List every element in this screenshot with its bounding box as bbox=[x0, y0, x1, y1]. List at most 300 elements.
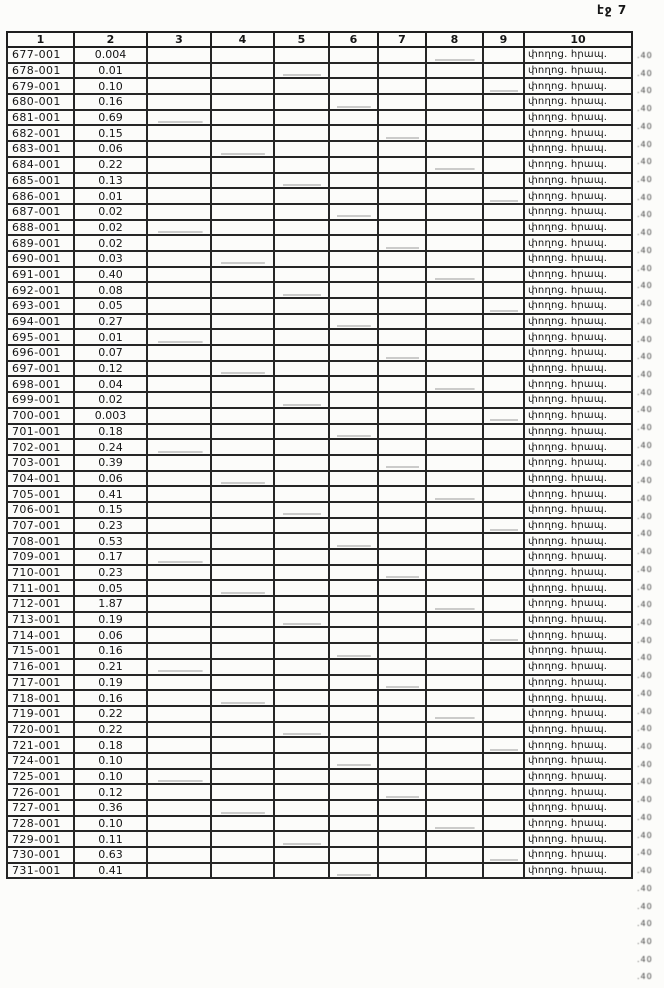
empty-cell bbox=[426, 439, 483, 455]
empty-cell bbox=[147, 47, 211, 63]
empty-cell bbox=[329, 63, 378, 79]
empty-cell bbox=[378, 376, 426, 392]
empty-cell bbox=[274, 361, 329, 377]
table-row bbox=[7, 78, 632, 94]
category-cell: փողոց. հրապ. bbox=[524, 518, 632, 534]
empty-cell bbox=[378, 63, 426, 79]
parcel-id-cell: 699-001 bbox=[7, 392, 74, 408]
empty-cell bbox=[211, 863, 274, 879]
area-value-cell: 0.07 bbox=[74, 345, 147, 361]
category-cell: փողոց. հրապ. bbox=[524, 643, 632, 659]
empty-cell bbox=[147, 847, 211, 863]
empty-cell bbox=[147, 518, 211, 534]
area-value-cell: 0.15 bbox=[74, 125, 147, 141]
parcel-id-cell: 702-001 bbox=[7, 439, 74, 455]
empty-cell bbox=[329, 329, 378, 345]
empty-cell bbox=[426, 612, 483, 628]
empty-cell bbox=[211, 235, 274, 251]
empty-cell bbox=[483, 298, 524, 314]
empty-cell bbox=[274, 392, 329, 408]
empty-cell bbox=[483, 800, 524, 816]
empty-cell bbox=[329, 816, 378, 832]
margin-mark: .40 bbox=[637, 104, 653, 114]
empty-cell bbox=[378, 831, 426, 847]
category-cell: փողոց. հրապ. bbox=[524, 376, 632, 392]
empty-cell bbox=[274, 78, 329, 94]
margin-mark: .40 bbox=[637, 972, 653, 982]
empty-cell bbox=[274, 784, 329, 800]
category-cell: փողոց. հրապ. bbox=[524, 471, 632, 487]
empty-cell bbox=[147, 816, 211, 832]
empty-cell bbox=[378, 659, 426, 675]
empty-cell bbox=[147, 800, 211, 816]
empty-cell bbox=[329, 408, 378, 424]
table-row bbox=[7, 235, 632, 251]
table-row bbox=[7, 737, 632, 753]
empty-cell bbox=[329, 627, 378, 643]
parcel-id-cell: 725-001 bbox=[7, 769, 74, 785]
empty-cell bbox=[426, 329, 483, 345]
margin-mark: .40 bbox=[637, 157, 653, 167]
column-header-3: 3 bbox=[147, 32, 211, 47]
area-value-cell: 0.53 bbox=[74, 533, 147, 549]
empty-cell bbox=[378, 737, 426, 753]
empty-cell bbox=[378, 502, 426, 518]
empty-cell bbox=[147, 188, 211, 204]
parcel-id-cell: 697-001 bbox=[7, 361, 74, 377]
empty-cell bbox=[274, 659, 329, 675]
empty-cell bbox=[147, 706, 211, 722]
empty-cell bbox=[426, 455, 483, 471]
empty-cell bbox=[329, 188, 378, 204]
empty-cell bbox=[426, 392, 483, 408]
category-cell: փողոց. հրապ. bbox=[524, 424, 632, 440]
empty-cell bbox=[147, 235, 211, 251]
category-cell: փողոց. հրապ. bbox=[524, 314, 632, 330]
empty-cell bbox=[426, 831, 483, 847]
empty-cell bbox=[426, 47, 483, 63]
empty-cell bbox=[147, 267, 211, 283]
empty-cell bbox=[274, 220, 329, 236]
parcel-id-cell: 701-001 bbox=[7, 424, 74, 440]
empty-cell bbox=[211, 298, 274, 314]
empty-cell bbox=[147, 722, 211, 738]
empty-cell bbox=[426, 361, 483, 377]
empty-cell bbox=[211, 580, 274, 596]
empty-cell bbox=[211, 486, 274, 502]
empty-cell bbox=[147, 831, 211, 847]
parcel-id-cell: 680-001 bbox=[7, 94, 74, 110]
table-row bbox=[7, 392, 632, 408]
empty-cell bbox=[329, 47, 378, 63]
category-cell: փողոց. հրապ. bbox=[524, 329, 632, 345]
empty-cell bbox=[329, 690, 378, 706]
empty-cell bbox=[378, 847, 426, 863]
empty-cell bbox=[483, 267, 524, 283]
margin-mark: .40 bbox=[637, 635, 653, 645]
parcel-id-cell: 688-001 bbox=[7, 220, 74, 236]
empty-cell bbox=[378, 863, 426, 879]
area-value-cell: 0.06 bbox=[74, 471, 147, 487]
empty-cell bbox=[329, 376, 378, 392]
empty-cell bbox=[211, 706, 274, 722]
empty-cell bbox=[147, 298, 211, 314]
area-value-cell: 0.02 bbox=[74, 235, 147, 251]
table-row bbox=[7, 847, 632, 863]
empty-cell bbox=[483, 47, 524, 63]
empty-cell bbox=[378, 612, 426, 628]
empty-cell bbox=[147, 612, 211, 628]
empty-cell bbox=[378, 722, 426, 738]
table-row bbox=[7, 267, 632, 283]
margin-mark: .40 bbox=[637, 68, 653, 78]
area-value-cell: 0.003 bbox=[74, 408, 147, 424]
empty-cell bbox=[147, 78, 211, 94]
area-value-cell: 0.13 bbox=[74, 173, 147, 189]
empty-cell bbox=[274, 94, 329, 110]
empty-cell bbox=[483, 345, 524, 361]
empty-cell bbox=[329, 580, 378, 596]
empty-cell bbox=[147, 329, 211, 345]
area-value-cell: 0.24 bbox=[74, 439, 147, 455]
empty-cell bbox=[274, 267, 329, 283]
empty-cell bbox=[329, 706, 378, 722]
empty-cell bbox=[378, 549, 426, 565]
empty-cell bbox=[483, 612, 524, 628]
empty-cell bbox=[378, 533, 426, 549]
column-header-2: 2 bbox=[74, 32, 147, 47]
margin-mark: .40 bbox=[637, 245, 653, 255]
empty-cell bbox=[211, 220, 274, 236]
table-row bbox=[7, 298, 632, 314]
margin-mark: .40 bbox=[637, 192, 653, 202]
empty-cell bbox=[483, 549, 524, 565]
empty-cell bbox=[378, 769, 426, 785]
parcel-id-cell: 711-001 bbox=[7, 580, 74, 596]
empty-cell bbox=[211, 675, 274, 691]
empty-cell bbox=[329, 157, 378, 173]
parcel-id-cell: 712-001 bbox=[7, 596, 74, 612]
empty-cell bbox=[274, 486, 329, 502]
margin-mark: .40 bbox=[637, 600, 653, 610]
table-row bbox=[7, 282, 632, 298]
empty-cell bbox=[426, 486, 483, 502]
empty-cell bbox=[426, 533, 483, 549]
empty-cell bbox=[483, 94, 524, 110]
category-cell: փողոց. հրապ. bbox=[524, 173, 632, 189]
parcel-id-cell: 709-001 bbox=[7, 549, 74, 565]
empty-cell bbox=[378, 486, 426, 502]
empty-cell bbox=[211, 282, 274, 298]
parcel-id-cell: 728-001 bbox=[7, 816, 74, 832]
parcel-id-cell: 683-001 bbox=[7, 141, 74, 157]
table-header-row bbox=[7, 32, 632, 47]
empty-cell bbox=[211, 627, 274, 643]
empty-cell bbox=[426, 643, 483, 659]
empty-cell bbox=[378, 329, 426, 345]
margin-mark: .40 bbox=[637, 883, 653, 893]
empty-cell bbox=[426, 408, 483, 424]
table-row bbox=[7, 486, 632, 502]
parcel-id-cell: 677-001 bbox=[7, 47, 74, 63]
margin-mark: .40 bbox=[637, 866, 653, 876]
margin-mark: .40 bbox=[637, 564, 653, 574]
table-row bbox=[7, 376, 632, 392]
category-cell: փողոց. հրապ. bbox=[524, 612, 632, 628]
empty-cell bbox=[329, 659, 378, 675]
area-value-cell: 0.69 bbox=[74, 110, 147, 126]
empty-cell bbox=[426, 78, 483, 94]
empty-cell bbox=[426, 63, 483, 79]
category-cell: փողոց. հրապ. bbox=[524, 125, 632, 141]
empty-cell bbox=[147, 455, 211, 471]
empty-cell bbox=[147, 314, 211, 330]
empty-cell bbox=[426, 345, 483, 361]
land-parcel-table bbox=[6, 31, 633, 879]
empty-cell bbox=[483, 737, 524, 753]
category-cell: փողոց. հրապ. bbox=[524, 282, 632, 298]
category-cell: փողոց. հրապ. bbox=[524, 769, 632, 785]
empty-cell bbox=[147, 424, 211, 440]
area-value-cell: 0.19 bbox=[74, 612, 147, 628]
parcel-id-cell: 685-001 bbox=[7, 173, 74, 189]
empty-cell bbox=[426, 235, 483, 251]
parcel-id-cell: 707-001 bbox=[7, 518, 74, 534]
empty-cell bbox=[378, 282, 426, 298]
empty-cell bbox=[147, 439, 211, 455]
empty-cell bbox=[483, 675, 524, 691]
empty-cell bbox=[329, 753, 378, 769]
table-row bbox=[7, 816, 632, 832]
empty-cell bbox=[147, 157, 211, 173]
area-value-cell: 0.03 bbox=[74, 251, 147, 267]
empty-cell bbox=[274, 141, 329, 157]
table-row bbox=[7, 627, 632, 643]
empty-cell bbox=[378, 188, 426, 204]
empty-cell bbox=[211, 690, 274, 706]
empty-cell bbox=[483, 533, 524, 549]
parcel-id-cell: 690-001 bbox=[7, 251, 74, 267]
empty-cell bbox=[329, 141, 378, 157]
empty-cell bbox=[274, 157, 329, 173]
empty-cell bbox=[483, 769, 524, 785]
empty-cell bbox=[211, 408, 274, 424]
margin-mark: .40 bbox=[637, 529, 653, 539]
area-value-cell: 0.10 bbox=[74, 78, 147, 94]
empty-cell bbox=[274, 424, 329, 440]
empty-cell bbox=[483, 424, 524, 440]
table-row bbox=[7, 63, 632, 79]
margin-mark: .40 bbox=[637, 830, 653, 840]
empty-cell bbox=[426, 471, 483, 487]
empty-cell bbox=[378, 110, 426, 126]
empty-cell bbox=[483, 596, 524, 612]
empty-cell bbox=[274, 110, 329, 126]
empty-cell bbox=[211, 816, 274, 832]
parcel-id-cell: 729-001 bbox=[7, 831, 74, 847]
table-row bbox=[7, 345, 632, 361]
empty-cell bbox=[329, 173, 378, 189]
margin-mark: .40 bbox=[637, 316, 653, 326]
table-row bbox=[7, 110, 632, 126]
table-row bbox=[7, 502, 632, 518]
empty-cell bbox=[329, 361, 378, 377]
empty-cell bbox=[147, 753, 211, 769]
table-row bbox=[7, 769, 632, 785]
table-row bbox=[7, 706, 632, 722]
table-row bbox=[7, 518, 632, 534]
empty-cell bbox=[147, 345, 211, 361]
margin-mark: .40 bbox=[637, 175, 653, 185]
column-header-10: 10 bbox=[524, 32, 632, 47]
empty-cell bbox=[147, 361, 211, 377]
empty-cell bbox=[329, 78, 378, 94]
empty-cell bbox=[329, 518, 378, 534]
empty-cell bbox=[426, 282, 483, 298]
category-cell: փողոց. հրապ. bbox=[524, 847, 632, 863]
margin-mark: .40 bbox=[637, 334, 653, 344]
empty-cell bbox=[378, 47, 426, 63]
empty-cell bbox=[211, 94, 274, 110]
category-cell: փողոց. հրապ. bbox=[524, 78, 632, 94]
category-cell: փողոց. հրապ. bbox=[524, 502, 632, 518]
margin-mark: .40 bbox=[637, 954, 653, 964]
empty-cell bbox=[378, 220, 426, 236]
empty-cell bbox=[329, 549, 378, 565]
area-value-cell: 0.22 bbox=[74, 706, 147, 722]
empty-cell bbox=[378, 471, 426, 487]
column-header-9: 9 bbox=[483, 32, 524, 47]
empty-cell bbox=[147, 251, 211, 267]
empty-cell bbox=[211, 439, 274, 455]
empty-cell bbox=[274, 329, 329, 345]
empty-cell bbox=[211, 267, 274, 283]
category-cell: փողոց. հրապ. bbox=[524, 63, 632, 79]
empty-cell bbox=[483, 376, 524, 392]
empty-cell bbox=[211, 565, 274, 581]
empty-cell bbox=[211, 110, 274, 126]
area-value-cell: 0.10 bbox=[74, 769, 147, 785]
empty-cell bbox=[329, 439, 378, 455]
area-value-cell: 0.23 bbox=[74, 565, 147, 581]
empty-cell bbox=[483, 188, 524, 204]
parcel-id-cell: 700-001 bbox=[7, 408, 74, 424]
margin-mark: .40 bbox=[637, 848, 653, 858]
column-header-5: 5 bbox=[274, 32, 329, 47]
empty-cell bbox=[483, 204, 524, 220]
empty-cell bbox=[211, 612, 274, 628]
parcel-id-cell: 689-001 bbox=[7, 235, 74, 251]
parcel-id-cell: 698-001 bbox=[7, 376, 74, 392]
category-cell: փողոց. հրապ. bbox=[524, 141, 632, 157]
margin-mark: .40 bbox=[637, 369, 653, 379]
empty-cell bbox=[426, 769, 483, 785]
empty-cell bbox=[211, 251, 274, 267]
area-value-cell: 0.39 bbox=[74, 455, 147, 471]
empty-cell bbox=[147, 675, 211, 691]
empty-cell bbox=[483, 486, 524, 502]
area-value-cell: 0.22 bbox=[74, 157, 147, 173]
empty-cell bbox=[211, 847, 274, 863]
empty-cell bbox=[147, 643, 211, 659]
margin-mark: .40 bbox=[637, 493, 653, 503]
empty-cell bbox=[483, 251, 524, 267]
empty-cell bbox=[426, 502, 483, 518]
empty-cell bbox=[329, 800, 378, 816]
empty-cell bbox=[211, 549, 274, 565]
empty-cell bbox=[483, 392, 524, 408]
table-row bbox=[7, 157, 632, 173]
empty-cell bbox=[147, 596, 211, 612]
empty-cell bbox=[147, 204, 211, 220]
empty-cell bbox=[274, 737, 329, 753]
parcel-id-cell: 726-001 bbox=[7, 784, 74, 800]
margin-mark: .40 bbox=[637, 476, 653, 486]
empty-cell bbox=[274, 188, 329, 204]
category-cell: փողոց. հրապ. bbox=[524, 596, 632, 612]
empty-cell bbox=[329, 847, 378, 863]
empty-cell bbox=[147, 627, 211, 643]
empty-cell bbox=[274, 376, 329, 392]
empty-cell bbox=[329, 502, 378, 518]
category-cell: փողոց. հրապ. bbox=[524, 722, 632, 738]
empty-cell bbox=[426, 847, 483, 863]
category-cell: փողոց. հրապ. bbox=[524, 455, 632, 471]
table-row bbox=[7, 533, 632, 549]
empty-cell bbox=[329, 125, 378, 141]
empty-cell bbox=[274, 675, 329, 691]
empty-cell bbox=[211, 204, 274, 220]
table-row bbox=[7, 659, 632, 675]
empty-cell bbox=[426, 314, 483, 330]
empty-cell bbox=[378, 565, 426, 581]
empty-cell bbox=[329, 863, 378, 879]
empty-cell bbox=[483, 439, 524, 455]
area-value-cell: 0.41 bbox=[74, 486, 147, 502]
parcel-id-cell: 692-001 bbox=[7, 282, 74, 298]
area-value-cell: 1.87 bbox=[74, 596, 147, 612]
category-cell: փողոց. հրապ. bbox=[524, 580, 632, 596]
empty-cell bbox=[274, 643, 329, 659]
parcel-id-cell: 703-001 bbox=[7, 455, 74, 471]
empty-cell bbox=[378, 267, 426, 283]
category-cell: փողոց. հրապ. bbox=[524, 863, 632, 879]
table-row bbox=[7, 173, 632, 189]
margin-mark: .40 bbox=[637, 618, 653, 627]
empty-cell bbox=[211, 471, 274, 487]
table-row bbox=[7, 831, 632, 847]
empty-cell bbox=[147, 549, 211, 565]
empty-cell bbox=[211, 424, 274, 440]
empty-cell bbox=[426, 141, 483, 157]
empty-cell bbox=[378, 125, 426, 141]
category-cell: փողոց. հրապ. bbox=[524, 533, 632, 549]
margin-marks-column bbox=[637, 47, 663, 986]
area-value-cell: 0.06 bbox=[74, 141, 147, 157]
category-cell: փողոց. հրապ. bbox=[524, 753, 632, 769]
parcel-id-cell: 713-001 bbox=[7, 612, 74, 628]
empty-cell bbox=[426, 706, 483, 722]
area-value-cell: 0.22 bbox=[74, 722, 147, 738]
area-value-cell: 0.11 bbox=[74, 831, 147, 847]
empty-cell bbox=[147, 125, 211, 141]
table-row bbox=[7, 94, 632, 110]
area-value-cell: 0.41 bbox=[74, 863, 147, 879]
parcel-id-cell: 727-001 bbox=[7, 800, 74, 816]
empty-cell bbox=[147, 94, 211, 110]
empty-cell bbox=[274, 125, 329, 141]
empty-cell bbox=[483, 659, 524, 675]
